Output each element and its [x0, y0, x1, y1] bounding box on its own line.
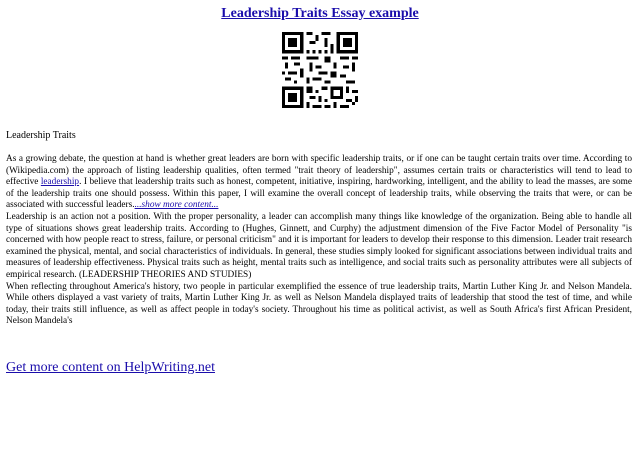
paragraph-text: As a growing debate, the question at hand is whether great leaders are born with specific leadership traits, or if one can be taught certain traits over time. According to (Wikipedia.com) the approach of listing leadership qualities, often termed "trait theory of leadership", assumes certain traits or characteristics will tend to lead to effective: [6, 154, 632, 188]
qr-code-icon: [282, 32, 358, 108]
get-more-content-link[interactable]: Get more content on HelpWriting.net: [6, 360, 215, 375]
leadership-link[interactable]: leadership: [40, 177, 80, 188]
paragraph-text: . I believe that leadership traits such as honest, competent, initiative, inspiring, hardworking, intelligent, and the ability to lead the masses, are some of the leadership traits one should possess. Within this paper, I will examine the overall concept of leadership traits, while observing the traits that were, or can be associated with successful leaders.: [6, 177, 633, 211]
essay-paragraph: Leadership is an action not a position. With the proper personality, a leader can accomplish many things like knowledge of the organization. Being able to handle all type of situations shows great leadership traits. According to (Hughes, Ginnett, and Curphy) the adjustment dimension of the Five Factor Model of Personality "is concerned with how people react to stress, failure, or personal criticism" and it is important for leaders to develop their response to this dimension. Leader trait research examined the physical, mental, and social characteristics of individuals. In general, these studies simply looked for significant associations between individual traits and measures of leadership effectiveness. Physical traits such as height, mental traits such as intelligence, and social traits such as personality attributes were all subjects of empirical research. (LEADERSHIP THEORIES AND STUDIES): [6, 211, 632, 280]
page-title-link[interactable]: Leadership Traits Essay example: [221, 6, 419, 21]
essay-paragraph: When reflecting throughout America's history, two people in particular exemplified the essence of true leadership traits, Martin Luther King Jr. and Nelson Mandela. While others displayed a vast variety of traits, Martin Luther King Jr. as well as Nelson Mandela displayed traits of leadership that stood the test of time, and while today, their traits still influence, as well as affect people in today's society. Throughout his time as political activist, as well as South Africa's first African President, Nelson Mandela's: [6, 281, 632, 327]
show-more-link[interactable]: ...show more content...: [134, 200, 219, 211]
essay-body: [6, 154, 632, 328]
essay-paragraph: [6, 154, 632, 212]
essay-heading: Leadership Traits: [6, 130, 76, 141]
